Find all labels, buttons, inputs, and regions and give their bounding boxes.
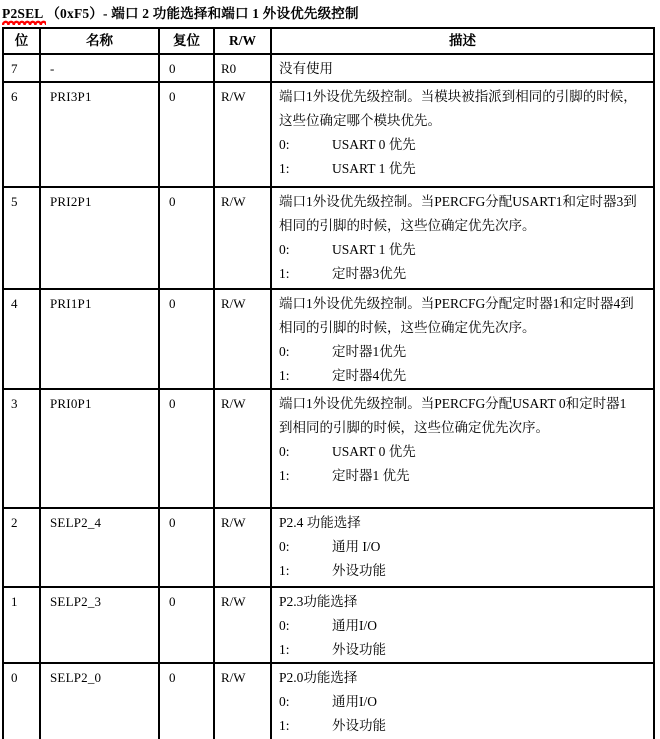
desc-option-line (279, 464, 651, 488)
name-cell: SELP2_3 (40, 587, 159, 663)
desc-cell (271, 389, 654, 508)
rw-cell: R/W (214, 187, 271, 289)
rw-cell: R/W (214, 289, 271, 389)
bit-cell: 2 (3, 508, 40, 587)
reset-cell: 0 (159, 663, 214, 739)
name-cell: PRI0P1 (40, 389, 159, 508)
table-row (3, 663, 654, 739)
register-table (2, 27, 655, 739)
rw-cell: R/W (214, 508, 271, 587)
desc-text-line: 没有使用 (279, 61, 333, 76)
name-cell: SELP2_4 (40, 508, 159, 587)
name-cell: PRI1P1 (40, 289, 159, 389)
desc-option-line (279, 638, 651, 662)
desc-text-line: 相同的引脚的时候，这些位确定优先次序。 (279, 218, 536, 233)
option-key: 0: (279, 137, 290, 152)
option-key: 1: (279, 266, 290, 281)
desc-cell (271, 187, 654, 289)
reset-cell: 0 (159, 587, 214, 663)
header-desc: 描述 (271, 28, 654, 54)
option-key: 1: (279, 718, 290, 733)
desc-option-line (279, 559, 651, 583)
desc-text-line: 端口1外设优先级控制。当PERCFG分配定时器1和定时器4到 (279, 296, 634, 311)
name-cell: PRI2P1 (40, 187, 159, 289)
desc-cell (271, 289, 654, 389)
name-cell: PRI3P1 (40, 82, 159, 187)
option-value: 定时器1优先 (332, 344, 407, 359)
rw-cell: R/W (214, 663, 271, 739)
desc-text-line: 到相同的引脚的时候，这些位确定优先次序。 (279, 420, 549, 435)
header-name: 名称 (40, 28, 159, 54)
option-value: 通用I/O (332, 618, 377, 633)
desc-cell (271, 587, 654, 663)
bit-cell: 1 (3, 587, 40, 663)
table-row (3, 508, 654, 587)
spellcheck-squiggle-icon (2, 19, 46, 27)
desc-option-line (279, 614, 651, 638)
table-row (3, 587, 654, 663)
option-value: USART 1 优先 (332, 161, 416, 176)
table-header-row (3, 28, 654, 54)
desc-text-line: P2.3功能选择 (279, 594, 358, 609)
option-value: 外设功能 (332, 563, 386, 578)
rw-cell: R/W (214, 82, 271, 187)
bit-cell: 3 (3, 389, 40, 508)
option-value: 外设功能 (332, 642, 386, 657)
option-value: 通用I/O (332, 694, 377, 709)
header-bit: 位 (3, 28, 40, 54)
option-key: 1: (279, 563, 290, 578)
desc-option-line (279, 690, 651, 714)
header-reset: 复位 (159, 28, 214, 54)
header-rw: R/W (214, 28, 271, 54)
option-value: 外设功能 (332, 718, 386, 733)
name-cell: SELP2_0 (40, 663, 159, 739)
register-table-rows (3, 54, 654, 739)
desc-option-line (279, 157, 651, 181)
reset-cell: 0 (159, 389, 214, 508)
option-value: USART 1 优先 (332, 242, 416, 257)
rw-cell: R/W (214, 389, 271, 508)
reset-cell: 0 (159, 82, 214, 187)
desc-text-line: 端口1外设优先级控制。当模块被指派到相同的引脚的时候， (279, 89, 637, 104)
desc-option-line (279, 714, 651, 738)
desc-text-line: 端口1外设优先级控制。当PERCFG分配USART 0和定时器1 (279, 396, 627, 411)
option-value: 定时器4优先 (332, 368, 407, 383)
table-row (3, 187, 654, 289)
option-key: 1: (279, 642, 290, 657)
desc-cell (271, 54, 654, 82)
option-key: 0: (279, 444, 290, 459)
desc-cell (271, 82, 654, 187)
name-cell: - (40, 54, 159, 82)
reset-cell: 0 (159, 187, 214, 289)
rw-cell: R0 (214, 54, 271, 82)
desc-text-line: 相同的引脚的时候，这些位确定优先次序。 (279, 320, 536, 335)
desc-option-line (279, 364, 651, 388)
reset-cell: 0 (159, 508, 214, 587)
option-key: 0: (279, 618, 290, 633)
desc-text-line: P2.0功能选择 (279, 670, 358, 685)
option-value: 通用 I/O (332, 539, 381, 554)
table-row (3, 54, 654, 82)
table-row (3, 82, 654, 187)
bit-cell: 7 (3, 54, 40, 82)
bit-cell: 4 (3, 289, 40, 389)
table-row (3, 389, 654, 508)
desc-text-line: 端口1外设优先级控制。当PERCFG分配USART1和定时器3到 (279, 194, 637, 209)
desc-option-line (279, 535, 651, 559)
desc-option-line (279, 238, 651, 262)
desc-text-line: 这些位确定哪个模块优先。 (279, 113, 441, 128)
option-value: 定时器1 优先 (332, 468, 410, 483)
reset-cell: 0 (159, 289, 214, 389)
bit-cell: 6 (3, 82, 40, 187)
bit-cell: 0 (3, 663, 40, 739)
desc-option-line (279, 262, 651, 286)
option-value: USART 0 优先 (332, 137, 416, 152)
option-key: 1: (279, 161, 290, 176)
desc-option-line (279, 440, 651, 464)
option-key: 0: (279, 242, 290, 257)
option-key: 0: (279, 539, 290, 554)
option-key: 1: (279, 368, 290, 383)
bit-cell: 5 (3, 187, 40, 289)
option-key: 1: (279, 468, 290, 483)
option-value: 定时器3优先 (332, 266, 407, 281)
desc-option-line (279, 340, 651, 364)
option-value: USART 0 优先 (332, 444, 416, 459)
option-key: 0: (279, 694, 290, 709)
table-row (3, 289, 654, 389)
desc-cell (271, 663, 654, 739)
desc-option-line (279, 133, 651, 157)
desc-text-line: P2.4 功能选择 (279, 515, 361, 530)
reset-cell: 0 (159, 54, 214, 82)
option-key: 0: (279, 344, 290, 359)
register-title: P2SEL （0xF5）- 端口 2 功能选择和端口 1 外设优先级控制 (2, 6, 359, 21)
desc-cell (271, 508, 654, 587)
rw-cell: R/W (214, 587, 271, 663)
